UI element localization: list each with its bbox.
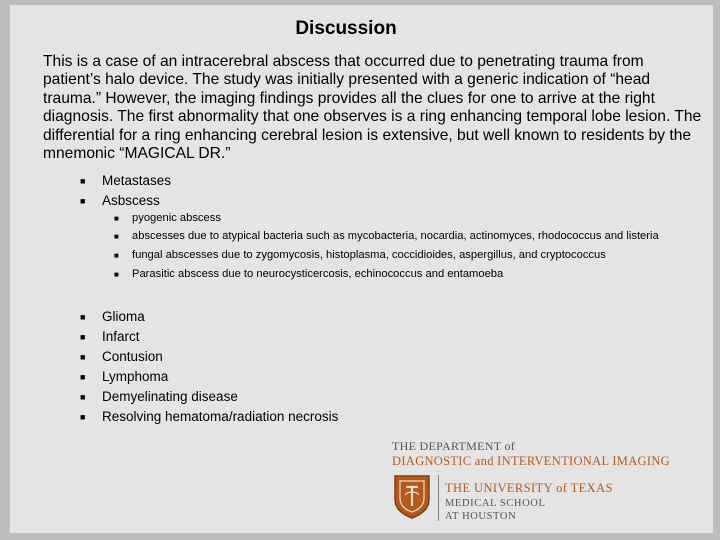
sub-list-item: ■ abscesses due to atypical bacteria such as mycobacteria, nocardia, actinomyces, rhodococcus and listeria [114, 230, 659, 242]
list-item: ■ Metastases [80, 171, 700, 191]
department-line-2: DIAGNOSTIC and INTERVENTIONAL IMAGING [392, 454, 670, 468]
bullet-icon: ■ [80, 392, 86, 402]
sub-list-item: ■ Parasitic abscess due to neurocysticercosis, echinococcus and entamoeba [114, 268, 504, 280]
department-logo [390, 437, 680, 527]
university-line-1: THE UNIVERSITY of TEXAS [445, 481, 613, 495]
bullet-icon: ■ [80, 412, 86, 422]
university-line-3: AT HOUSTON [445, 511, 517, 522]
university-line-2: MEDICAL SCHOOL [445, 498, 546, 509]
bullet-icon: ■ [114, 232, 119, 241]
bullet-icon: ■ [80, 196, 86, 206]
abscess-sub-list [114, 212, 689, 286]
sub-list-item: ■ pyogenic abscess [114, 212, 221, 224]
bullet-icon: ■ [114, 251, 119, 260]
differential-list-bottom [80, 307, 700, 427]
list-item: ■ Lymphoma [80, 367, 700, 387]
logo-divider [438, 475, 439, 521]
department-line-1: THE DEPARTMENT of [392, 439, 516, 453]
sub-list-item: ■ fungal abscesses due to zygomycosis, histoplasma, coccidioides, aspergillus, and cryptococcus [114, 249, 606, 261]
bullet-icon: ■ [80, 352, 86, 362]
list-item: ■ Infarct [80, 327, 700, 347]
bullet-icon: ■ [114, 214, 119, 223]
bullet-icon: ■ [80, 372, 86, 382]
bullet-icon: ■ [80, 332, 86, 342]
discussion-paragraph: This is a case of an intracerebral abscess that occurred due to penetrating trauma from patient’s halo device. The study was initially presented with a generic indication of “head trauma.” However, the imaging findings provides all the clues for one to arrive at the right diagnosis. The first abnormality that one observes is a ring enhancing temporal lobe lesion. The differential for a ring enhancing cerebral lesion is extensive, but well known to residents by the mnemonic “MAGICAL DR.” [43, 53, 702, 163]
ut-seal-icon [392, 473, 432, 519]
list-item: ■ Demyelinating disease [80, 387, 700, 407]
bullet-icon: ■ [80, 312, 86, 322]
bullet-icon: ■ [114, 270, 119, 279]
list-item: ■ Glioma [80, 307, 700, 327]
slide-title: Discussion [295, 18, 397, 39]
list-item: ■ Asbscess [80, 191, 700, 211]
differential-list-top [80, 171, 700, 211]
list-item: ■ Resolving hematoma/radiation necrosis [80, 407, 700, 427]
list-item: ■ Contusion [80, 347, 700, 367]
bullet-icon: ■ [80, 176, 86, 186]
